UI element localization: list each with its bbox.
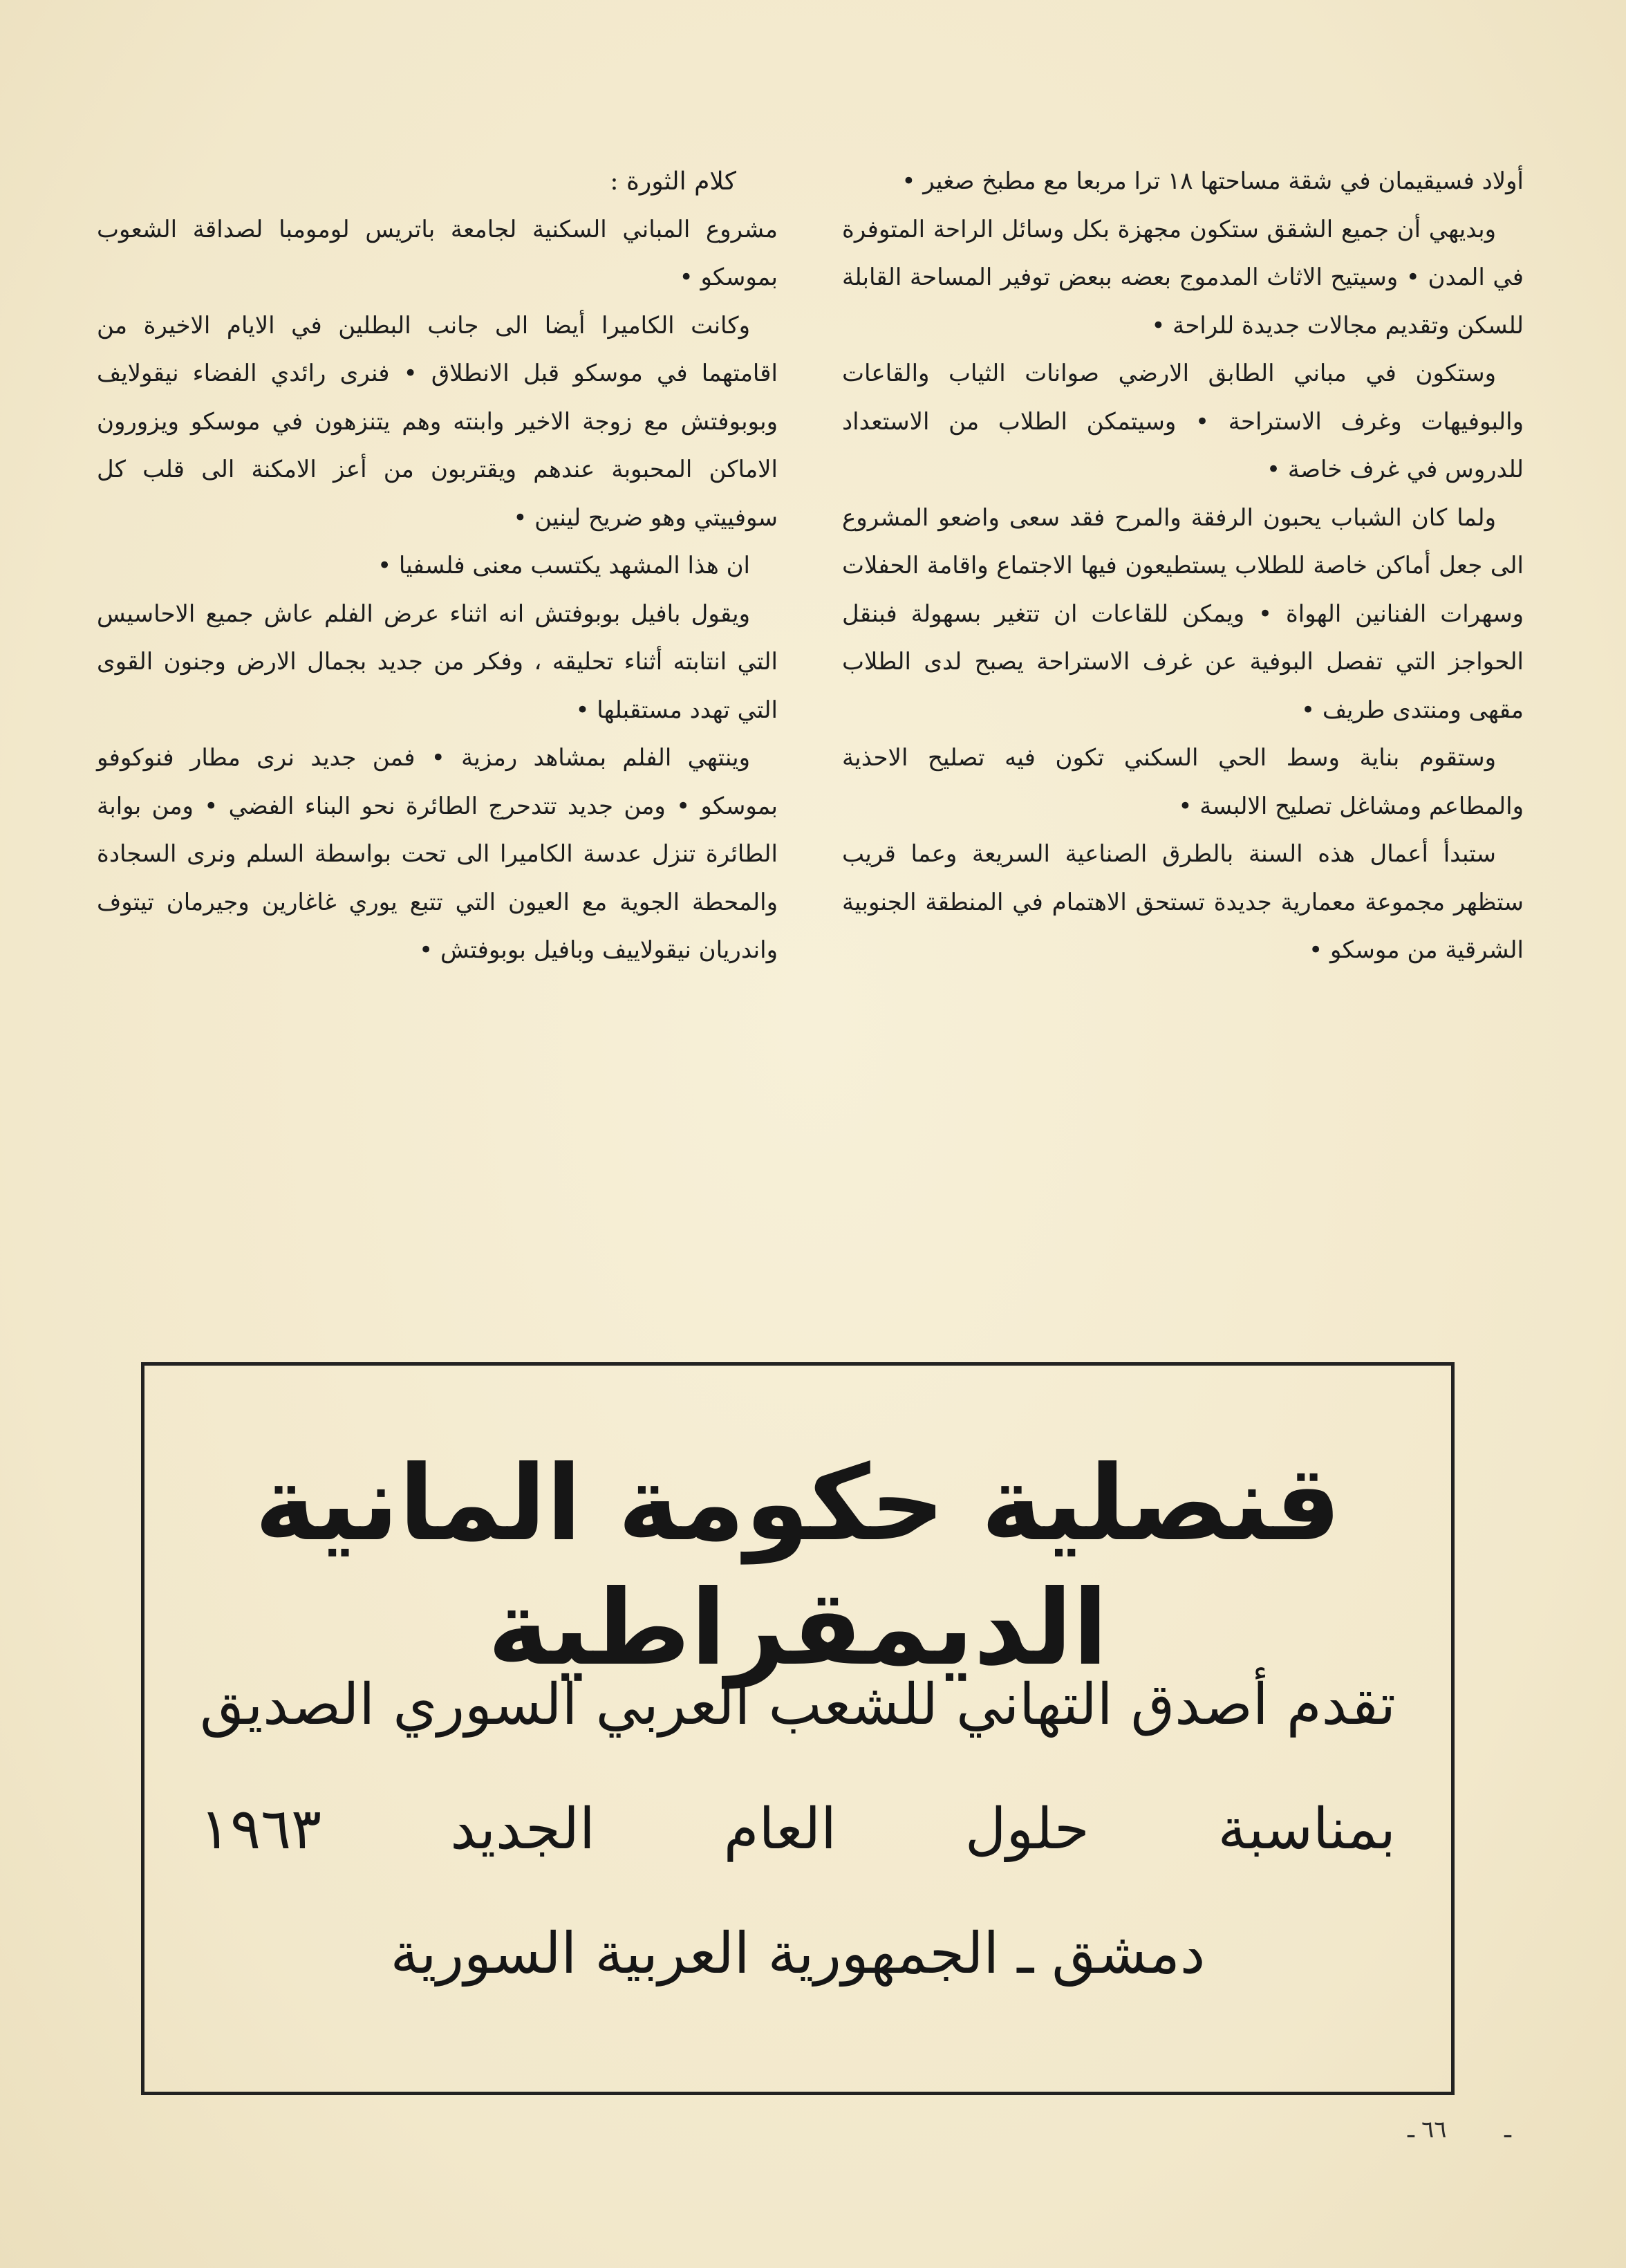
- section-heading: كلام الثورة :: [610, 167, 736, 196]
- page-number-dash-left: ـ: [1408, 2116, 1414, 2144]
- ad-location: دمشق ـ الجمهورية العربية السورية: [390, 1920, 1206, 1987]
- ad-word: الجديد: [450, 1796, 595, 1862]
- paragraph: ولما كان الشباب يحبون الرفقة والمرح فقد سعى واضعو المشروع الى جعل أماكن خاصة للطلاب يستطيعون فيها الاجتماع واقامة الحفلات وسهرات الفنانين الهواة • ويمكن للقاعات ان تتغير بسهولة فبنقل الحواجز التي تفصل البوفية عن غرف الاستراحة يصبح لدى الطلاب مقهى ومنتدى طريف •: [842, 503, 1524, 724]
- paragraph: أولاد فسيقيمان في شقة مساحتها ١٨ ترا مربعا مع مطبخ صغير •: [901, 167, 1524, 195]
- ad-word: حلول: [964, 1796, 1090, 1862]
- paragraph: وستكون في مباني الطابق الارضي صوانات الثياب والقاعات والبوفيهات وغرف الاستراحة • وسيتمكن الطلاب من الاستعداد للدروس في غرف خاصة •: [842, 360, 1524, 483]
- paragraph: وستقوم بناية وسط الحي السكني تكون فيه تصليح الاحذية والمطاعم ومشاغل تصليح الالبسة •: [842, 744, 1524, 820]
- left-text-column: [97, 158, 778, 975]
- page-number-dash-right: ـ: [1504, 2116, 1511, 2144]
- advertisement-line-2: [200, 1787, 1396, 1870]
- ad-word: أصدق: [1130, 1671, 1269, 1738]
- paragraph: ستبدأ أعمال هذه السنة بالطرق الصناعية السريعة وعما قريب ستظهر مجموعة معمارية جديدة تستحق الاهتمام في المنطقة الجنوبية الشرقية من موسكو •: [842, 840, 1524, 964]
- ad-word: للشعب: [768, 1671, 938, 1738]
- right-text-column: [842, 158, 1524, 975]
- advertisement-line-1: [200, 1663, 1396, 1746]
- ad-word: التهاني: [956, 1671, 1113, 1738]
- ad-word: العام: [723, 1796, 837, 1862]
- ad-word: السوري: [393, 1671, 578, 1738]
- ad-word: العربي: [595, 1671, 751, 1738]
- page-number: ٦٦: [1421, 2116, 1447, 2144]
- ad-word: تقدم: [1286, 1671, 1396, 1738]
- advertisement-box: [141, 1362, 1455, 2095]
- ad-year: ١٩٦٣: [200, 1796, 322, 1862]
- ad-word: بمناسبة: [1217, 1796, 1396, 1862]
- paragraph: وكانت الكاميرا أيضا الى جانب البطلين في الايام الاخيرة من اقامتهما في موسكو قبل الانطلاق • فنرى رائدي الفضاء نيقولايف وبوبوفتش مع زوجة الاخير وابنته وهم يتنزهون في موسكو ويزورون الاماكن المحبوبة عندهم ويقتربون من أعز الامكنة الى قلب كل سوفييتي وهو ضريح لينين •: [97, 311, 778, 532]
- paragraph: ويقول بافيل بوبوفتش انه اثناء عرض الفلم عاش جميع الاحاسيس التي انتابته أثناء تحليقه ، وفكر من جديد بجمال الارض وجنون القوى التي تهدد مستقبلها •: [97, 599, 778, 724]
- paragraph: وبديهي أن جميع الشقق ستكون مجهزة بكل وسائل الراحة المتوفرة في المدن • وسيتيح الاثاث المدموج بعضه ببعض توفير المساحة القابلة للسكن وتقديم مجالات جديدة للراحة •: [842, 215, 1524, 340]
- paragraph: وينتهي الفلم بمشاهد رمزية • فمن جديد نرى مطار فنوكوفو بموسكو • ومن جديد تتدحرج الطائرة نحو البناء الفضي • ومن بوابة الطائرة تنزل عدسة الكاميرا الى تحت بواسطة السلم ونرى السجادة والمحطة الجوية مع العيون التي تتبع يوري غاغارين وجيرمان تيتوف واندريان نيقولاييف وبافيل بوبوفتش •: [97, 744, 778, 964]
- paragraph: مشروع المباني السكنية لجامعة باتريس لومومبا لصداقة الشعوب بموسكو •: [97, 215, 778, 291]
- advertisement-title: قنصلية حكومة المانية الديمقراطية: [254, 1444, 1341, 1689]
- paragraph: ان هذا المشهد يكتسب معنى فلسفيا •: [377, 552, 750, 579]
- advertisement-line-3: [144, 1912, 1451, 1995]
- ad-word: الصديق: [200, 1671, 375, 1738]
